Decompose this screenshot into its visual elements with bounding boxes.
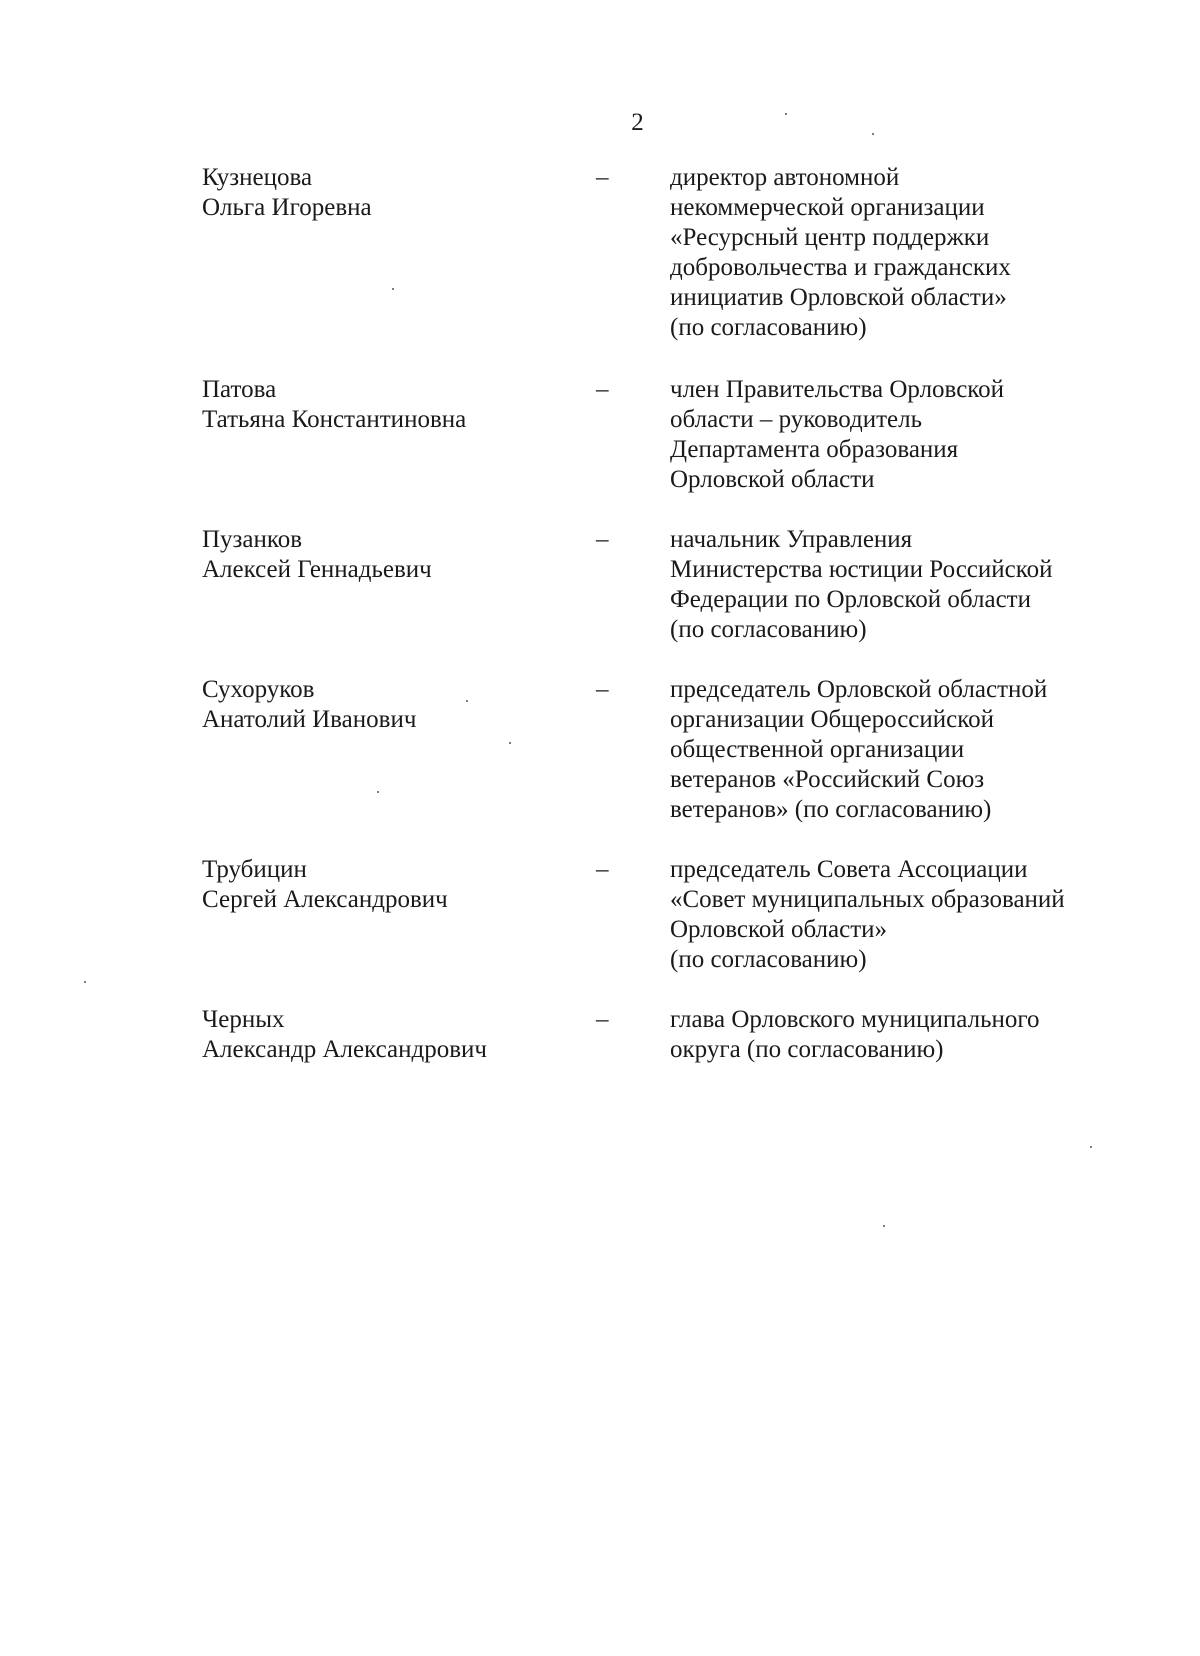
page-number: 2: [631, 109, 644, 136]
position-line: член Правительства Орловской: [670, 376, 1005, 403]
surname: Патова: [202, 376, 277, 403]
person-name: [202, 1005, 582, 1065]
scan-speck: [377, 791, 379, 793]
position-line: добровольчества и гражданских: [670, 254, 1011, 281]
dash-separator: –: [596, 856, 609, 883]
position-line: начальник Управления: [670, 526, 913, 553]
position-line: некоммерческой организации: [670, 194, 985, 221]
person-name: [202, 375, 582, 435]
position-line: председатель Совета Ассоциации: [670, 856, 1028, 883]
person-name: [202, 855, 582, 915]
position-line: Орловской области»: [670, 916, 888, 943]
surname: Черных: [202, 1006, 285, 1033]
position-line: общественной организации: [670, 736, 965, 763]
surname: Пузанков: [202, 526, 303, 553]
scan-speck: [392, 288, 394, 290]
surname: Трубицин: [202, 856, 307, 883]
given-names: Алексей Геннадьевич: [202, 556, 432, 583]
surname: Кузнецова: [202, 164, 313, 191]
scan-speck: [872, 133, 874, 135]
position-line: Министерства юстиции Российской: [670, 556, 1053, 583]
scan-speck: [883, 1225, 885, 1227]
scan-speck: [466, 700, 468, 702]
scan-speck: [785, 113, 787, 115]
position-line: (по согласованию): [670, 946, 867, 973]
scan-speck: [509, 742, 511, 744]
given-names: Сергей Александрович: [202, 886, 448, 913]
position-description: [670, 855, 1090, 975]
position-line: организации Общероссийской: [670, 706, 995, 733]
dash-separator: –: [596, 376, 609, 403]
position-line: (по согласованию): [670, 616, 867, 643]
position-line: глава Орловского муниципального: [670, 1006, 1040, 1033]
position-line: округа (по согласованию): [670, 1036, 944, 1063]
position-line: ветеранов» (по согласованию): [670, 796, 992, 823]
person-name: [202, 163, 582, 223]
person-name: [202, 675, 582, 735]
position-line: Департамента образования: [670, 436, 959, 463]
person-name: [202, 525, 582, 585]
position-line: (по согласованию): [670, 314, 867, 341]
position-description: [670, 675, 1090, 825]
given-names: Татьяна Константиновна: [202, 406, 467, 433]
position-description: [670, 375, 1090, 495]
position-description: [670, 525, 1090, 645]
position-line: «Совет муниципальных образований: [670, 886, 1065, 913]
given-names: Анатолий Иванович: [202, 706, 417, 733]
scan-speck: [1090, 1146, 1092, 1148]
position-description: [670, 1005, 1090, 1065]
given-names: Александр Александрович: [202, 1036, 487, 1063]
position-line: председатель Орловской областной: [670, 676, 1048, 703]
position-description: [670, 163, 1090, 343]
scan-speck: [84, 981, 86, 983]
position-line: директор автономной: [670, 164, 900, 191]
position-line: Федерации по Орловской области: [670, 586, 1031, 613]
surname: Сухоруков: [202, 676, 315, 703]
position-line: «Ресурсный центр поддержки: [670, 224, 990, 251]
position-line: области – руководитель: [670, 406, 923, 433]
dash-separator: –: [596, 1006, 609, 1033]
position-line: инициатив Орловской области»: [670, 284, 1007, 311]
position-line: ветеранов «Российский Союз: [670, 766, 985, 793]
dash-separator: –: [596, 526, 609, 553]
given-names: Ольга Игоревна: [202, 194, 372, 221]
position-line: Орловской области: [670, 466, 875, 493]
dash-separator: –: [596, 676, 609, 703]
dash-separator: –: [596, 164, 609, 191]
